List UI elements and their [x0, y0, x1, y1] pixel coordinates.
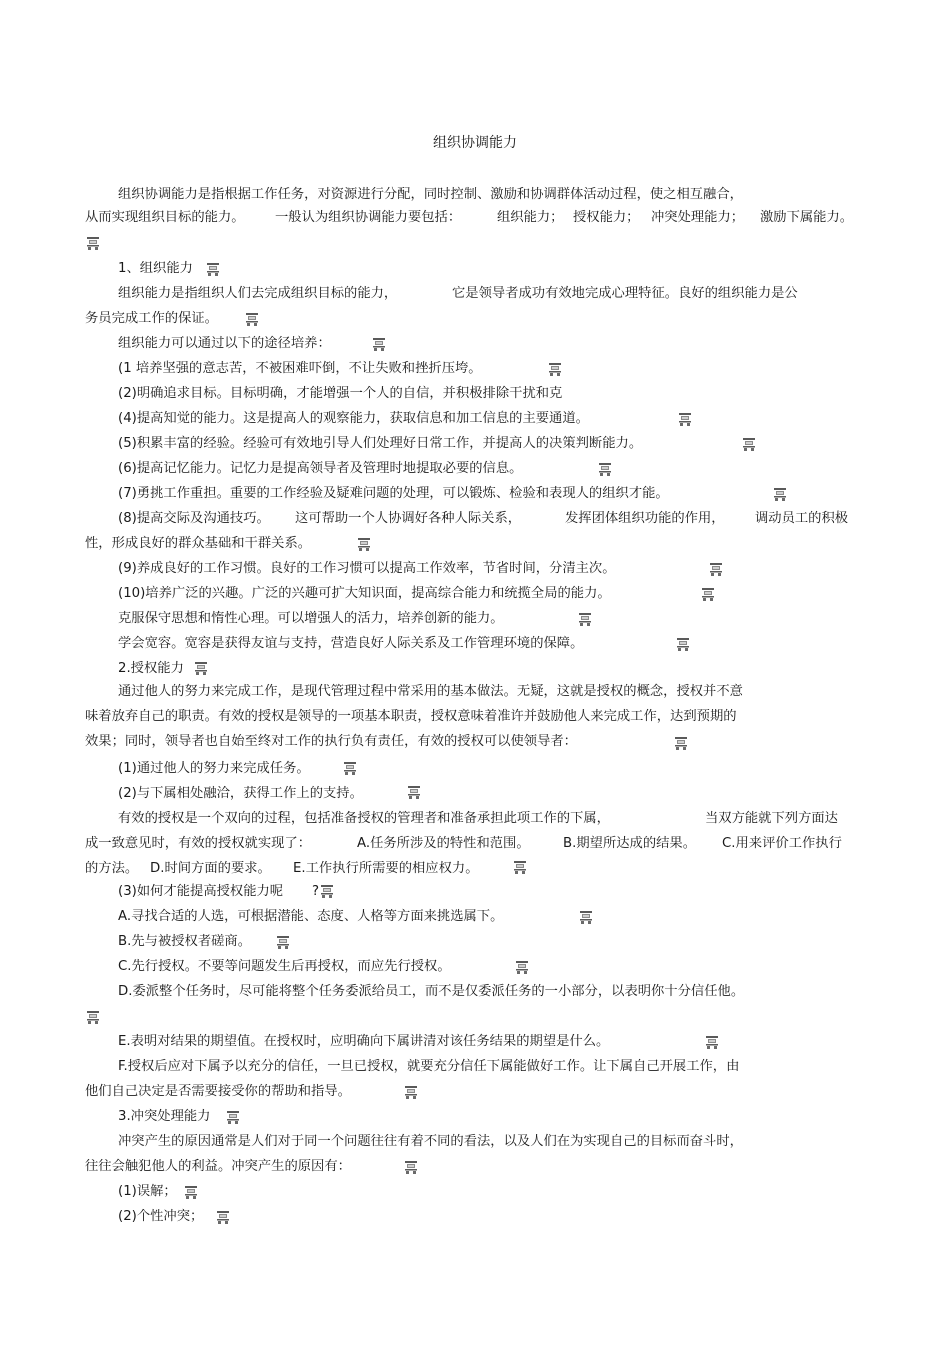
text-line: 他们自己决定是否需要接受你的帮助和指导。 [85, 1084, 351, 1099]
text-line: 这可帮助一个人协调好各种人际关系， [295, 511, 522, 526]
text-line: 冲突产生的原因通常是人们对于同一个问题往往有着不同的看法，以及人们在为实现自己的目标而奋斗时， [118, 1134, 743, 1149]
paragraph-mark-icon [579, 910, 593, 924]
text-line: (1 培养坚强的意志苦，不被困难吓倒，不让失败和挫折压垮。 [118, 361, 482, 376]
text-line: (6)提高记忆能力。记忆力是提高领导者及管理时地提取必要的信息。 [118, 461, 523, 476]
text-line: (4)提高知觉的能力。这是提高人的观察能力，获取信息和加工信息的主要通道。 [118, 411, 589, 426]
paragraph-mark-icon [320, 884, 334, 898]
paragraph-mark-icon [194, 661, 208, 675]
paragraph-mark-icon [578, 612, 592, 626]
text-line: (10)培养广泛的兴趣。广泛的兴趣可扩大知识面，提高综合能力和统揽全局的能力。 [118, 586, 611, 601]
text-line: B.期望所达成的结果。 [563, 836, 697, 851]
text-line: 组织协调能力是指根据工作任务，对资源进行分配，同时控制、激励和协调群体活动过程，使之相互融合， [118, 187, 743, 202]
text-line: 1、组织能力 [118, 261, 193, 276]
text-line: 3.冲突处理能力 [118, 1109, 211, 1124]
text-line: 当双方能就下列方面达 [705, 811, 838, 826]
text-line: E.工作执行所需要的相应权力。 [293, 861, 479, 876]
text-line: 授权能力； [573, 210, 640, 225]
text-line: 组织能力； [497, 210, 564, 225]
paragraph-mark-icon [86, 1010, 100, 1024]
text-line: 冲突处理能力； [651, 210, 745, 225]
paragraph-mark-icon [515, 960, 529, 974]
paragraph-mark-icon [513, 860, 527, 874]
text-line: 激励下属能力。 [760, 210, 854, 225]
paragraph-mark-icon [206, 262, 220, 276]
text-line: (5)积累丰富的经验。经验可有效地引导人们处理好日常工作，并提高人的决策判断能力。 [118, 436, 643, 451]
text-line: 一般认为组织协调能力要包括： [275, 210, 462, 225]
text-line: 的方法。 [85, 861, 139, 876]
paragraph-mark-icon [705, 1035, 719, 1049]
paragraph-mark-icon [226, 1110, 240, 1124]
text-line: 性，形成良好的群众基础和干群关系。 [85, 536, 312, 551]
text-line: 有效的授权是一个双向的过程，包括准备授权的管理者和准备承担此项工作的下属， [118, 811, 610, 826]
text-line: (3)如何才能提高授权能力呢 [118, 884, 284, 899]
paragraph-mark-icon [407, 785, 421, 799]
text-line: (2)与下属相处融洽，获得工作上的支持。 [118, 786, 363, 801]
paragraph-mark-icon [216, 1210, 230, 1224]
text-line: (9)养成良好的工作习惯。良好的工作习惯可以提高工作效率，节省时间，分清主次。 [118, 561, 616, 576]
text-line: (1)误解； [118, 1184, 177, 1199]
paragraph-mark-icon [184, 1185, 198, 1199]
text-line: A.寻找合适的人选，可根据潜能、态度、人格等方面来挑选属下。 [118, 909, 504, 924]
paragraph-mark-icon [357, 537, 371, 551]
paragraph-mark-icon [276, 935, 290, 949]
paragraph-mark-icon [701, 587, 715, 601]
paragraph-mark-icon [773, 487, 787, 501]
paragraph-mark-icon [404, 1160, 418, 1174]
text-line: 务员完成工作的保证。 [85, 311, 218, 326]
text-line: ? [312, 884, 320, 899]
text-line: D.时间方面的要求。 [150, 861, 271, 876]
text-line: 组织能力可以通过以下的途径培养： [118, 336, 331, 351]
text-line: (2)个性冲突； [118, 1209, 204, 1224]
paragraph-mark-icon [343, 761, 357, 775]
text-line: 学会宽容。宽容是获得友谊与支持，营造良好人际关系及工作管理环境的保障。 [118, 636, 584, 651]
paragraph-mark-icon [404, 1085, 418, 1099]
paragraph-mark-icon [372, 337, 386, 351]
paragraph-mark-icon [674, 736, 688, 750]
paragraph-mark-icon [676, 637, 690, 651]
text-line: 成一致意见时，有效的授权就实现了： [85, 836, 312, 851]
text-line: 组织能力是指组织人们去完成组织目标的能力， [118, 286, 398, 301]
text-line: E.表明对结果的期望值。在授权时，应明确向下属讲清对该任务结果的期望是什么。 [118, 1034, 610, 1049]
text-line: 从而实现组织目标的能力。 [85, 210, 245, 225]
paragraph-mark-icon [598, 462, 612, 476]
text-line: C.用来评价工作执行 [722, 836, 842, 851]
paragraph-mark-icon [245, 312, 259, 326]
text-line: 通过他人的努力来完成工作，是现代管理过程中常采用的基本做法。无疑，这就是授权的概念，授权并不意 [118, 684, 743, 699]
text-line: 它是领导者成功有效地完成心理特征。良好的组织能力是公 [452, 286, 798, 301]
text-line: A.任务所涉及的特性和范围。 [357, 836, 530, 851]
text-line: 调动员工的积极 [755, 511, 849, 526]
text-line: D.委派整个任务时，尽可能将整个任务委派给员工，而不是仅委派任务的一小部分，以表明你十分信任他。 [118, 984, 745, 999]
paragraph-mark-icon [742, 437, 756, 451]
paragraph-mark-icon [86, 236, 100, 250]
text-line: B.先与被授权者磋商。 [118, 934, 252, 949]
text-line: 往往会触犯他人的利益。冲突产生的原因有： [85, 1159, 351, 1174]
text-line: 2.授权能力 [118, 661, 184, 676]
text-line: (8)提高交际及沟通技巧。 [118, 511, 270, 526]
text-line: (1)通过他人的努力来完成任务。 [118, 761, 310, 776]
text-line: 效果；同时，领导者也自始至终对工作的执行负有责任，有效的授权可以使领导者： [85, 734, 577, 749]
text-line: (2)明确追求目标。目标明确，才能增强一个人的自信，并积极排除干扰和克 [118, 386, 563, 401]
text-line: 发挥团体组织功能的作用， [565, 511, 725, 526]
paragraph-mark-icon [678, 412, 692, 426]
paragraph-mark-icon [548, 362, 562, 376]
text-line: F.授权后应对下属予以充分的信任，一旦已授权，就要充分信任下属能做好工作。让下属自己开展工作，由 [118, 1059, 740, 1074]
text-line: 克服保守思想和惰性心理。可以增强人的活力，培养创新的能力。 [118, 611, 504, 626]
text-line: 味着放弃自己的职责。有效的授权是领导的一项基本职责，授权意味着准许并鼓励他人来完成工作，达到预期的 [85, 709, 737, 724]
text-line: C.先行授权。不要等问题发生后再授权，而应先行授权。 [118, 959, 451, 974]
text-line: (7)勇挑工作重担。重要的工作经验及疑难问题的处理，可以锻炼、检验和表现人的组织才能。 [118, 486, 669, 501]
document-title: 组织协调能力 [433, 135, 517, 151]
paragraph-mark-icon [709, 562, 723, 576]
